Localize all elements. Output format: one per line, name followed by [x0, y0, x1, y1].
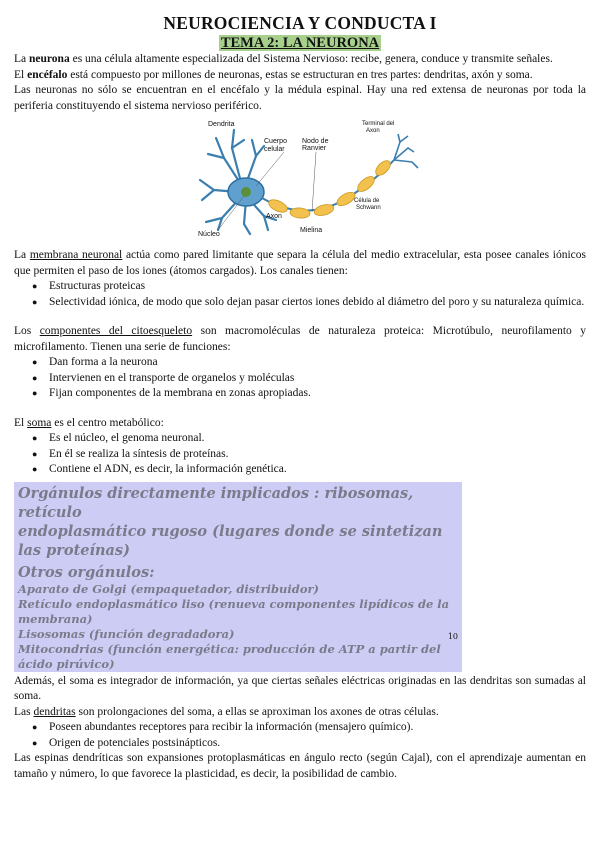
label-nodo-1: Nodo de: [302, 138, 329, 145]
espinas-paragraph: Las espinas dendríticas son expansiones protoplasmáticas en ángulo recto (según Cajal), con el aprendizaje aumentan en tamaño y número, lo que favorece la plasticidad, es decir, la posibilidad de cambio.: [14, 752, 586, 780]
citoesqueleto-paragraph: Los componentes del citoesqueleto son macromoléculas de naturaleza proteica: Microtúbulo, neurofilamento y microfilamento. Tienen una serie de funciones:: [14, 325, 586, 353]
box-line-3: Otros orgánulos:: [18, 563, 155, 581]
neuron-diagram: [194, 118, 424, 238]
box-line-4: Aparato de Golgi (empaquetador, distribuidor): [18, 581, 319, 596]
citoesqueleto-list: [14, 355, 586, 402]
soma-extra-paragraph: Además, el soma es integrador de información, ya que ciertas señales eléctricas originadas en las dendritas son sumadas al soma.: [14, 674, 586, 702]
list-item: ● Poseen abundantes receptores para recibir la información (mensajero químico).: [49, 720, 586, 736]
soma-paragraph: El soma es el centro metabólico:: [14, 416, 164, 429]
nucleus-shape: [241, 187, 251, 197]
soma-list: [14, 431, 586, 478]
intro-paragraph-2: El encéfalo está compuesto por millones de neuronas, estas se estructuran en tres partes: dendritas, axón y soma.: [14, 68, 533, 81]
box-line-1: Orgánulos directamente implicados : ribosomas, retículo: [18, 484, 414, 521]
document-page: [14, 12, 586, 782]
list-item: ● Contiene el ADN, es decir, la información genética.: [49, 462, 586, 478]
label-nucleo: Núcleo: [198, 231, 220, 238]
label-terminal-1: Terminal del: [362, 121, 395, 127]
subtitle-row: [14, 34, 586, 52]
label-nodo-2: Ranvier: [302, 145, 327, 152]
neuron-diagram-svg: [194, 118, 424, 238]
label-cuerpo-2: celular: [264, 146, 285, 153]
box-line-5: Retículo endoplasmático liso (renueva componentes lipídicos de la membrana): [18, 596, 450, 626]
list-item: ● Intervienen en el transporte de organelos y moléculas: [49, 371, 586, 387]
cuerpo-pointer-line: [256, 152, 284, 186]
list-item: ● Selectividad iónica, de modo que solo dejan pasar ciertos iones debido al diámetro del poro y su naturaleza química.: [49, 295, 586, 311]
term-citoesqueleto: componentes del citoesqueleto: [39, 325, 193, 337]
list-item: ● Dan forma a la neurona: [49, 355, 586, 371]
nodo-pointer-line: [312, 152, 316, 212]
box-line-2: endoplasmático rugoso (lugares donde se sintetizan las proteínas): [18, 522, 443, 559]
label-schwann-2: Schwann: [356, 205, 381, 211]
nucleo-pointer-line: [218, 196, 244, 230]
membrana-paragraph: La membrana neuronal actúa como pared limitante que separa la célula del medio extracelular, esta posee canales iónicos que permiten el paso de los iones (átomos cargados). Los canales tienen:: [14, 249, 586, 277]
dendritas-paragraph: Las dendritas son prolongaciones del soma, a ellas se aproximan los axones de otras células.: [14, 705, 439, 718]
label-cuerpo-1: Cuerpo: [264, 138, 287, 145]
list-item: ● Es el núcleo, el genoma neuronal.: [49, 431, 586, 447]
dendritas-list: [14, 720, 586, 751]
membrana-list: [14, 279, 586, 310]
term-dendritas: dendritas: [33, 705, 76, 718]
box-line-7: Mitocondrias (función energética: producción de ATP a partir del ácido pirúvico): [18, 641, 441, 671]
term-membrana-neuronal: membrana neuronal: [29, 249, 123, 261]
intro-paragraph-3: Las neuronas no sólo se encuentran en el encéfalo y la médula espinal. Hay una red extensa de neuronas por toda la periferia constituyendo el sistema nervioso periférico.: [14, 84, 586, 112]
list-item: ● Estructuras proteicas: [49, 279, 586, 295]
label-schwann-1: Célula de: [354, 198, 380, 204]
page-subtitle: TEMA 2: LA NEURONA: [220, 35, 380, 51]
intro-paragraph-1: La neurona es una célula altamente especializada del Sistema Nervioso: recibe, genera, conduce y transmite señales.: [14, 53, 553, 65]
list-item: ● En él se realiza la síntesis de proteínas.: [49, 447, 586, 463]
page-title: NEUROCIENCIA Y CONDUCTA I: [163, 13, 437, 33]
label-mielina: Mielina: [300, 227, 323, 234]
label-dendrita: Dendrita: [208, 121, 235, 128]
box-line-6: Lisosomas (función degradadora) 10: [18, 627, 458, 642]
list-item: ● Origen de potenciales postsinápticos.: [49, 736, 586, 752]
list-item: ● Fijan componentes de la membrana en zonas apropiadas.: [49, 386, 586, 402]
term-neurona: neurona: [29, 53, 70, 65]
organelles-box: [14, 482, 462, 672]
term-encefalo: encéfalo: [27, 68, 68, 81]
axon-terminals: [394, 134, 418, 168]
label-terminal-2: Axon: [366, 128, 380, 134]
label-axon: Axon: [266, 213, 282, 220]
page-number: 10: [447, 631, 458, 641]
term-soma: soma: [27, 416, 52, 429]
